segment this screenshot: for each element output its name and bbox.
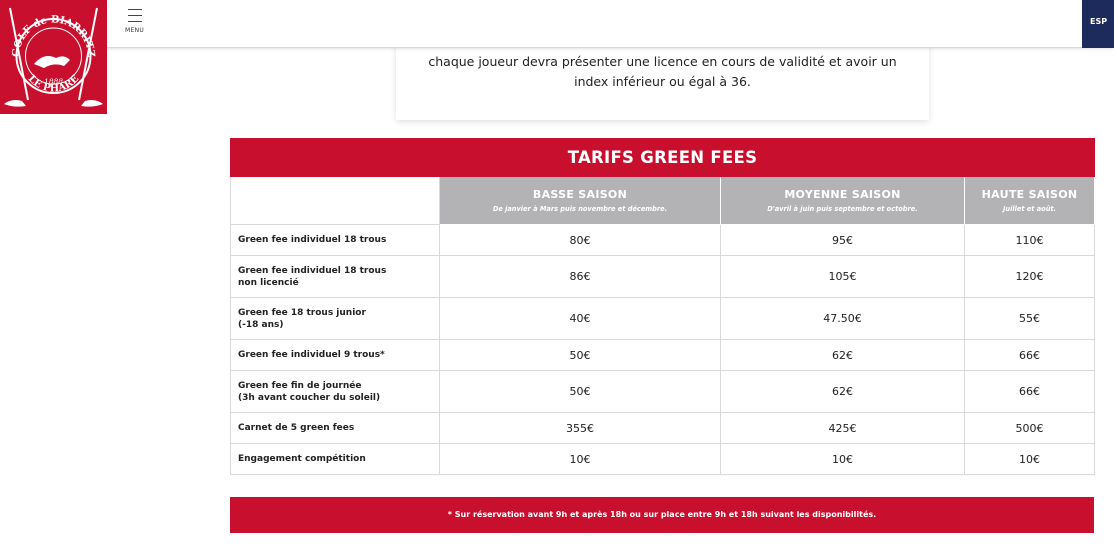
price-cell: 50€ (440, 371, 721, 413)
price-cell: 105€ (721, 256, 965, 298)
price-cell: 62€ (721, 371, 965, 413)
row-label (231, 413, 440, 444)
row-label (231, 256, 440, 298)
price-cell: 66€ (965, 371, 1095, 413)
column-header-haute (965, 177, 1095, 225)
logo-year: 1888 (43, 77, 64, 86)
row-label (231, 340, 440, 371)
row-label-line: (-18 ans) (238, 319, 284, 330)
lighthouse-rock-icon (34, 56, 70, 68)
row-label-line: Green fee fin de journée (238, 380, 362, 391)
row-label-line: Green fee individuel 18 trous (238, 265, 387, 276)
table-row (231, 340, 1095, 371)
price-cell: 95€ (721, 225, 965, 256)
table-title: TARIFS GREEN FEES (231, 139, 1095, 177)
row-label-line: Green fee individuel 18 trous (238, 235, 387, 245)
column-header-basse (440, 177, 721, 225)
column-header-empty (231, 177, 440, 225)
logo-top-text: GOLF de BIARRITZ (10, 14, 97, 58)
price-cell: 425€ (721, 413, 965, 444)
season-period: De janvier à Mars puis novembre et décembre. (492, 205, 668, 213)
row-label (231, 444, 440, 475)
price-cell: 500€ (965, 413, 1095, 444)
price-cell: 40€ (440, 298, 721, 340)
price-cell: 50€ (440, 340, 721, 371)
table-row (231, 413, 1095, 444)
row-label-line: Carnet de 5 green fees (238, 423, 355, 433)
price-cell: 62€ (721, 340, 965, 371)
row-label-line: Green fee 18 trous junior (238, 307, 366, 318)
row-label-line: Engagement compétition (238, 454, 366, 464)
intro-line-1: chaque joueur devra présenter une licence en cours de validité et avoir un (428, 54, 897, 69)
logo-bottom-text: LE PHARE (25, 73, 82, 95)
site-logo[interactable] (0, 0, 107, 114)
intro-text (410, 52, 915, 92)
table-row (231, 256, 1095, 298)
table-row (231, 444, 1095, 475)
table-row (231, 225, 1095, 256)
price-cell: 10€ (965, 444, 1095, 475)
price-cell: 110€ (965, 225, 1095, 256)
price-cell: 355€ (440, 413, 721, 444)
reservation-note: * Sur réservation avant 9h et après 18h ou sur place entre 9h et 18h suivant les disponibilités. (230, 497, 1094, 533)
season-name: MOYENNE SAISON (784, 188, 901, 201)
site-header (0, 0, 1114, 48)
row-label (231, 225, 440, 256)
price-cell: 66€ (965, 340, 1095, 371)
language-switch[interactable]: ESP (1082, 0, 1114, 48)
price-cell: 10€ (721, 444, 965, 475)
row-label-line: non licencié (238, 277, 299, 288)
menu-label: MENU (125, 27, 145, 34)
green-fees-table (230, 138, 1095, 475)
row-label-line: (3h avant coucher du soleil) (238, 392, 381, 403)
price-cell: 86€ (440, 256, 721, 298)
price-cell: 80€ (440, 225, 721, 256)
season-name: HAUTE SAISON (981, 188, 1078, 201)
menu-button[interactable] (124, 6, 152, 36)
price-cell: 120€ (965, 256, 1095, 298)
row-label (231, 371, 440, 413)
golf-logo-icon (0, 0, 107, 114)
table-body (231, 225, 1095, 475)
season-name: BASSE SAISON (532, 188, 628, 201)
table-row (231, 371, 1095, 413)
price-cell: 10€ (440, 444, 721, 475)
row-label-line: Green fee individuel 9 trous* (238, 350, 385, 360)
season-period: Juillet et août. (1002, 205, 1057, 213)
price-cell: 55€ (965, 298, 1095, 340)
row-label (231, 298, 440, 340)
season-period: D'avril à juin puis septembre et octobre. (767, 205, 918, 213)
intro-line-2: index inférieur ou égal à 36. (574, 74, 751, 89)
table-row (231, 298, 1095, 340)
price-cell: 47.50€ (721, 298, 965, 340)
column-header-moyenne (721, 177, 965, 225)
